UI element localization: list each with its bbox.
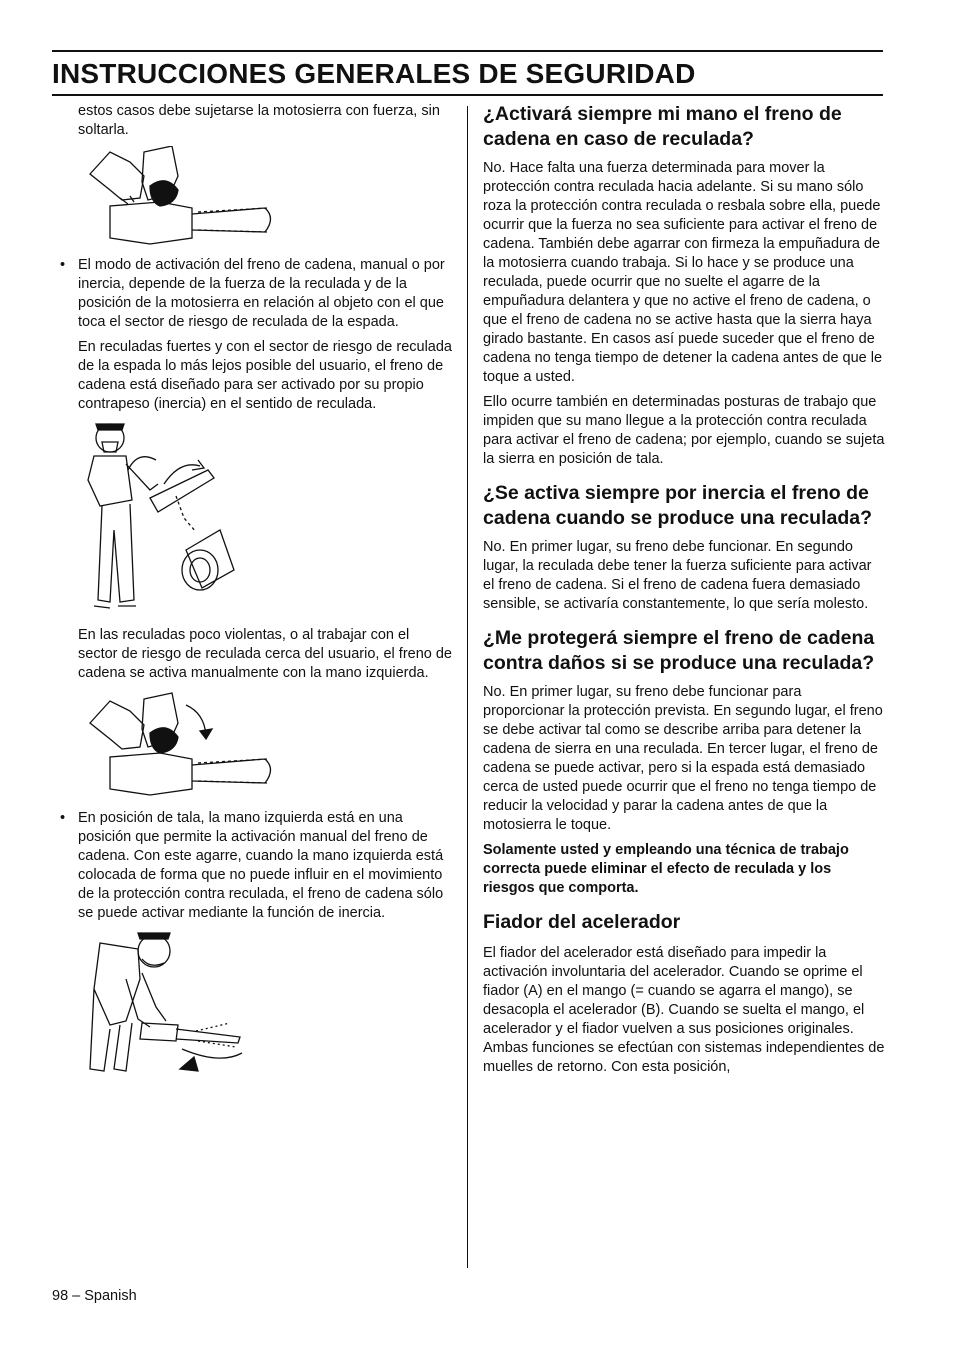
paragraph: En reculadas fuertes y con el sector de riesgo de reculada de la espada lo más lejos posible del usuario, el freno de cadena está diseñado para ser activado por su propio contrapeso (inercia) en el sentido de reculada. [78, 339, 452, 412]
illustration-felling-position [80, 929, 250, 1075]
section-heading: ¿Se activa siempre por inercia el freno de cadena cuando se produce una reculada? [483, 482, 873, 529]
list-item [60, 809, 452, 923]
top-rule [52, 50, 883, 52]
paragraph: El fiador del acelerador está diseñado para impedir la activación involuntaria del acelerador. Cuando se oprime el fiador (A) en el mango (= cuando se agarra el mango), se desacopla el acelerador (B). Cuando se suelta el mango, el acelerador y el fiador vuelven a sus posiciones originales. Ambas funciones se efectúan con sistemas independientes de muelles de retorno. Con esta posición, [483, 945, 885, 1075]
paragraph: No. En primer lugar, su freno debe funcionar para proporcionar la protección prevista. En segundo lugar, el freno se debe activar tal como se describe arriba para detener la cadena de sierra en una reculada. En tercer lugar, el freno de cadena se puede activar, pero si la espada está demasiado cerca de usted puede ocurrir que el freno no tenga tiempo de reducir la velocidad y parar la cadena antes de que la motosierra le toque. [483, 684, 883, 833]
column-divider [467, 106, 468, 1268]
title-rule [52, 94, 883, 96]
illustration-operator-kickback [80, 420, 240, 618]
left-column [60, 102, 452, 1083]
page-title: INSTRUCCIONES GENERALES DE SEGURIDAD [52, 58, 696, 89]
emphasis-paragraph: Solamente usted y empleando una técnica de trabajo correcta puede eliminar el efecto de reculada y los riesgos que comporta. [483, 842, 849, 896]
list-item [60, 256, 452, 332]
bullet-mark: • [60, 257, 66, 273]
illustration-manual-brake [80, 689, 280, 801]
right-column [483, 102, 885, 1083]
paragraph: No. Hace falta una fuerza determinada para mover la protección contra reculada hacia adelante. Si su mano sólo roza la protección contra reculada o resbala sobre ella, puede ocurrir que la fuerza no sea suficiente para activar el freno de cadena. También debe agarrar con firmeza la empuñadura de la motosierra cuando trabaja. Si lo hace y se produce una reculada, puede ocurrir que no suelte el agarre de la empuñadura delantera y que no active el freno de cadena, o que el freno de cadena no se active hasta que la sierra haya girado bastante. En casos así puede suceder que el freno de cadena no tenga tiempo de detener la cadena antes de que le toque a usted. [483, 160, 883, 385]
section-heading: ¿Me protegerá siempre el freno de cadena contra daños si se produce una reculada? [483, 627, 875, 674]
list-item-text: En posición de tala, la mano izquierda está en una posición que permite la activación manual del freno de cadena. Con este agarre, cuando la mano izquierda está colocada de forma que no puede influir en el movimiento de la protección contra reculada, el freno de cadena sólo se puede activar mediante la función de inercia. [78, 810, 444, 921]
list-item-text: El modo de activación del freno de cadena, manual o por inercia, depende de la fuerza de la reculada y de la posición de la motosierra en relación al objeto con el que toca el sector de riesgo de reculada de la espada. [78, 257, 445, 330]
page-number: 98 – Spanish [52, 1288, 137, 1304]
paragraph: Ello ocurre también en determinadas posturas de trabajo que impiden que su mano llegue a la protección contra reculada para activar el freno de cadena; por ejemplo, cuando se sujeta la sierra en posición de tala. [483, 394, 885, 467]
bullet-mark: • [60, 810, 66, 826]
section-heading: Fiador del acelerador [483, 911, 681, 933]
illustration-hand-grip [80, 146, 280, 248]
paragraph: En las reculadas poco violentas, o al trabajar con el sector de riesgo de reculada cerca del usuario, el freno de cadena se activa manualmente con la mano izquierda. [78, 627, 452, 681]
paragraph: estos casos debe sujetarse la motosierra con fuerza, sin soltarla. [78, 103, 440, 138]
section-heading: ¿Activará siempre mi mano el freno de cadena en caso de reculada? [483, 103, 842, 150]
paragraph: No. En primer lugar, su freno debe funcionar. En segundo lugar, la reculada debe tener la fuerza suficiente para activar el freno de cadena. Si el freno de cadena fuera demasiado sensible, se activaría constantemente, lo que sería molesto. [483, 539, 872, 612]
